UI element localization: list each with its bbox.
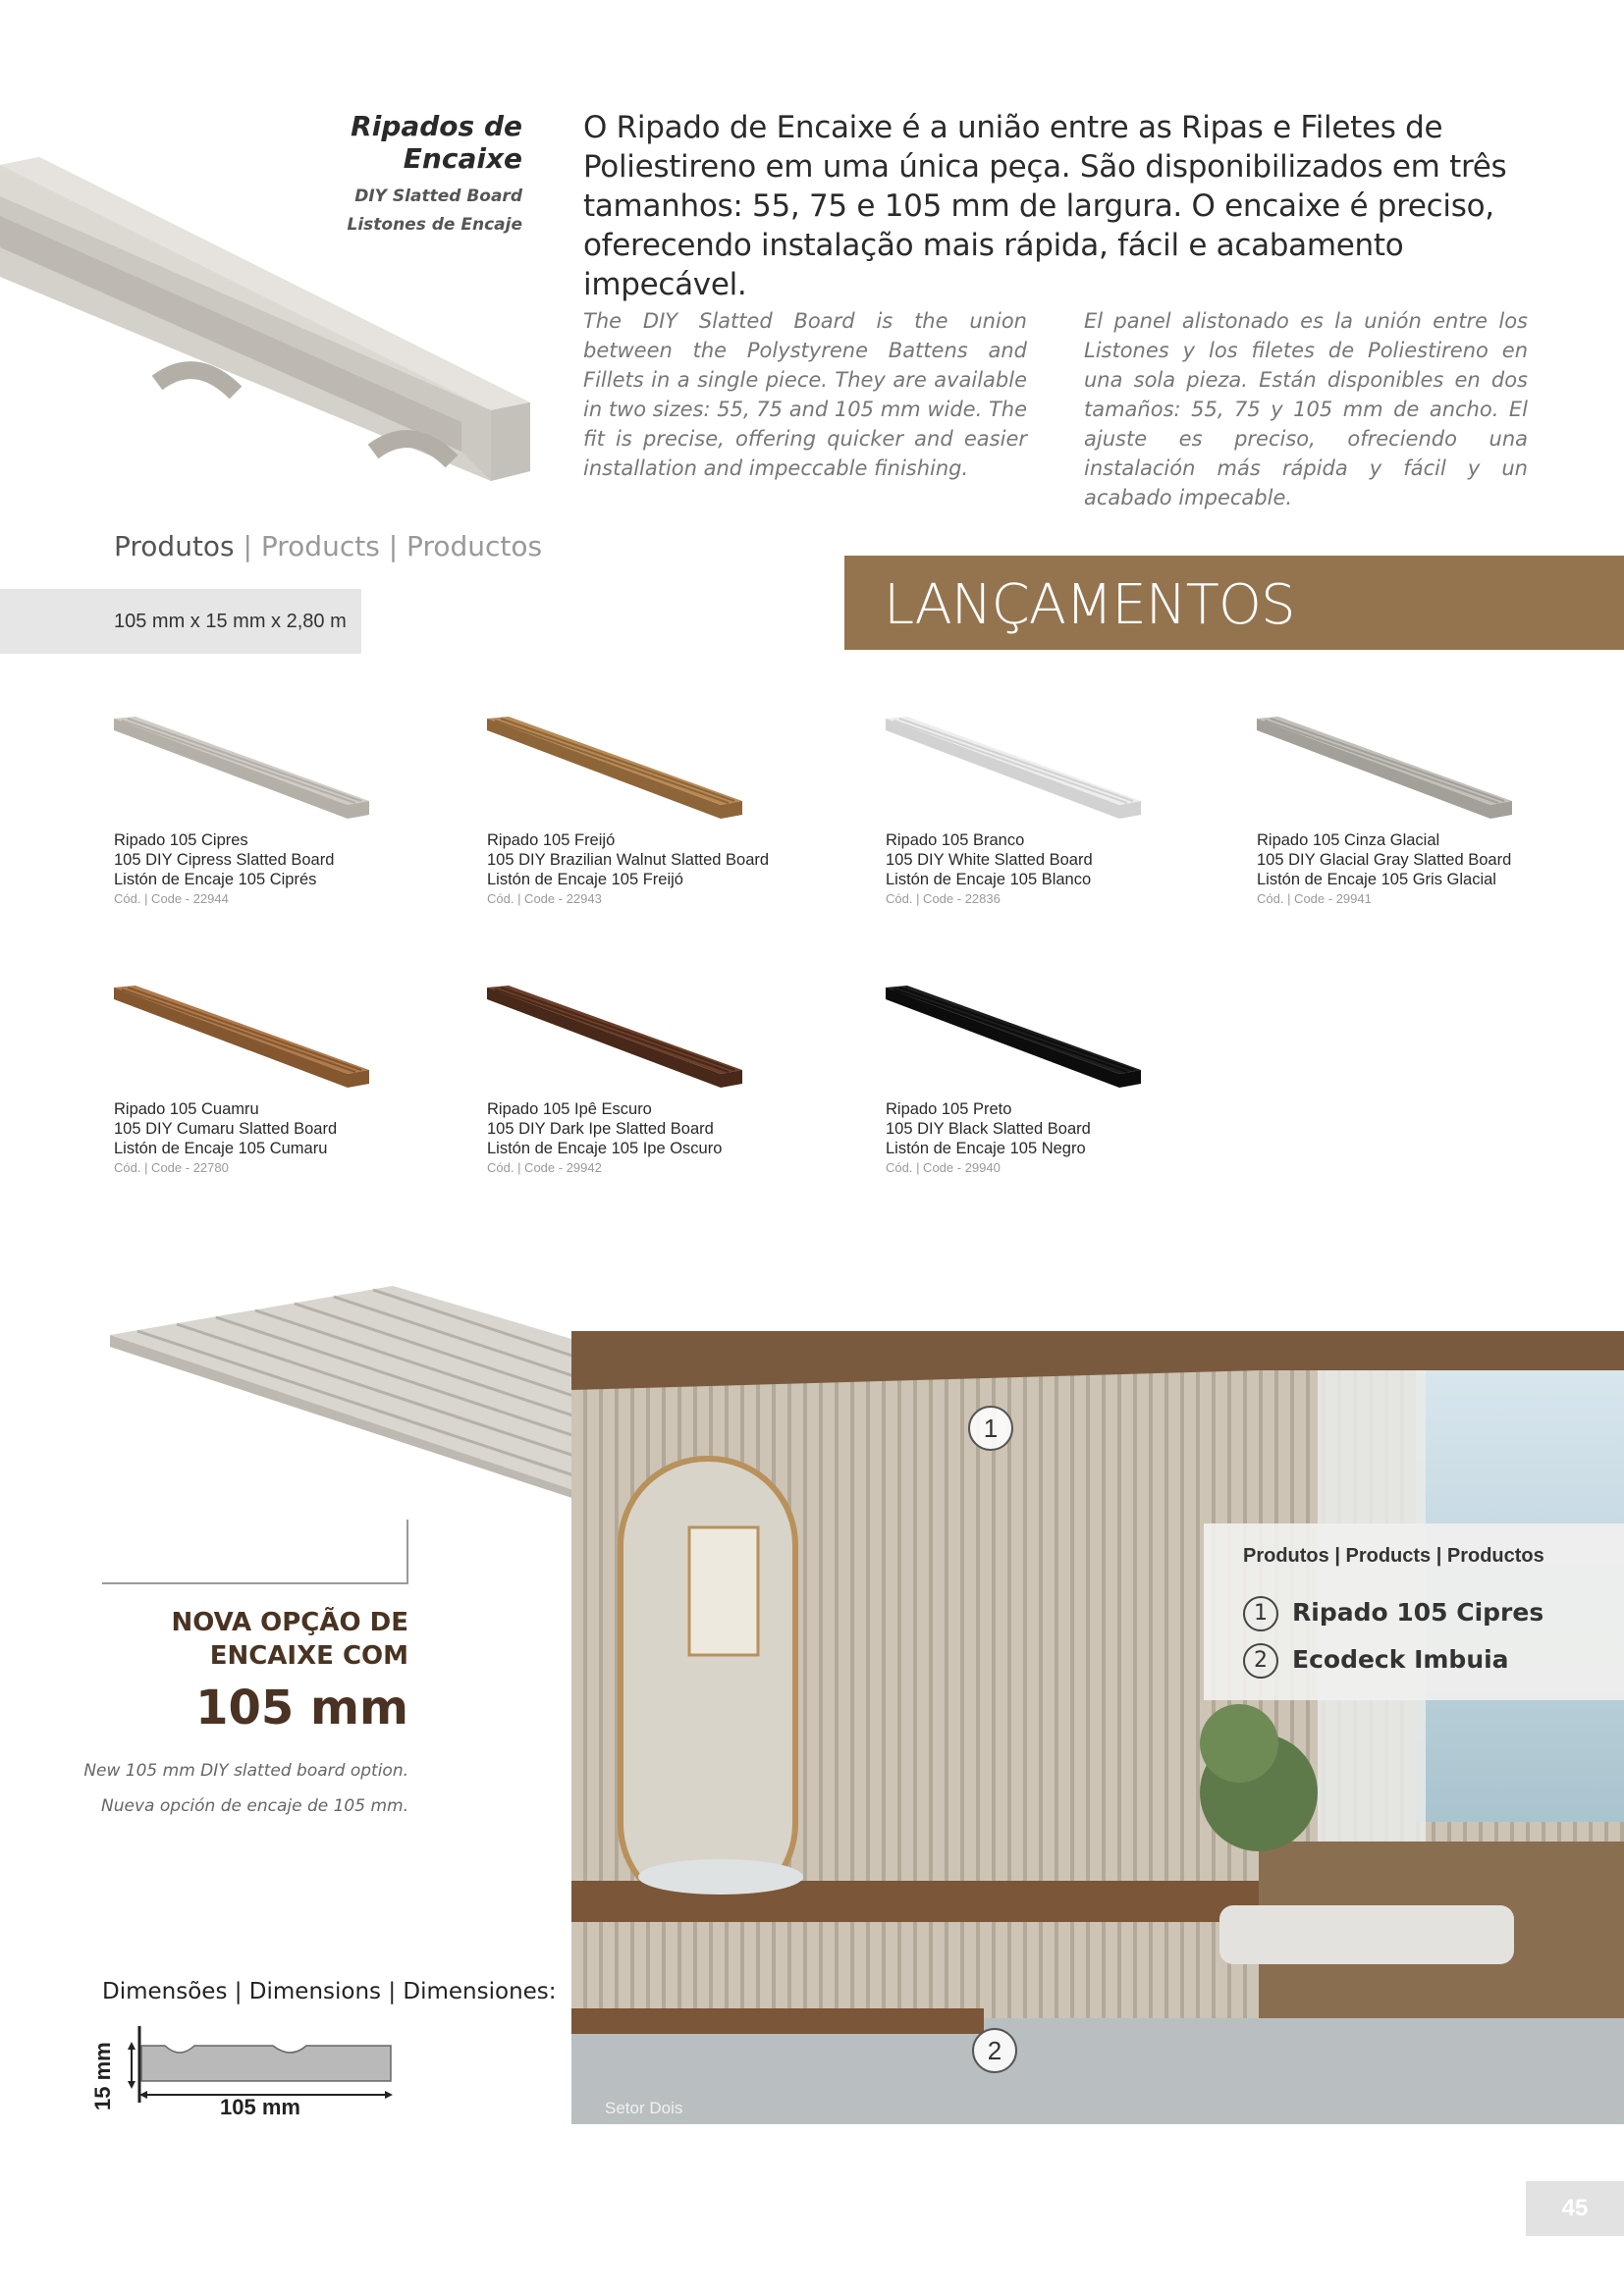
promo-subtitle-es: Nueva opción de encaje de 105 mm. (101, 1796, 408, 1816)
products-heading-en: Products (260, 530, 380, 562)
product-code: Cód. | Code - 22836 (886, 891, 1001, 906)
board-thumbnail (886, 717, 1141, 823)
product-card (886, 986, 1170, 1175)
product-name-en: 105 DIY Glacial Gray Slatted Board (1257, 851, 1512, 869)
board-thumbnail (114, 986, 369, 1092)
product-card (886, 717, 1170, 906)
product-name-pt: Ripado 105 Cinza Glacial (1257, 831, 1440, 849)
product-code: Cód. | Code - 29941 (1257, 891, 1372, 906)
legend-number: 1 (1243, 1596, 1278, 1631)
promo-subtitle-en: New 105 mm DIY slatted board option. (83, 1761, 408, 1781)
page-number: 45 (1526, 2181, 1624, 2236)
products-heading (114, 530, 542, 562)
photo-credit: Setor Dois (605, 2099, 683, 2117)
bathroom-photo (571, 1331, 1624, 2124)
size-box (0, 589, 361, 654)
product-name-pt: Ripado 105 Ipê Escuro (487, 1100, 652, 1118)
product-code: Cód. | Code - 29942 (487, 1160, 602, 1175)
board-thumbnail (1257, 717, 1512, 823)
subtitle-es: Listones de Encaje (347, 215, 522, 235)
board-thumbnail (487, 717, 742, 823)
callout-line (406, 1520, 408, 1584)
page-title: Ripados de Encaixe (351, 110, 522, 175)
launch-banner (844, 556, 1624, 650)
launch-label: LANÇAMENTOS (884, 573, 1295, 637)
subtitle-en: DIY Slatted Board (354, 187, 522, 206)
product-name-es: Listón de Encaje 105 Blanco (886, 871, 1092, 888)
board-thumbnail (487, 986, 742, 1092)
legend-label: Ecodeck Imbuia (1292, 1645, 1509, 1674)
product-name-es: Listón de Encaje 105 Negro (886, 1140, 1086, 1157)
product-name-en: 105 DIY Cumaru Slatted Board (114, 1120, 338, 1138)
product-name-pt: Ripado 105 Preto (886, 1100, 1012, 1118)
board-thumbnail (886, 986, 1141, 1092)
product-name-es: Listón de Encaje 105 Ipe Oscuro (487, 1140, 723, 1157)
product-code: Cód. | Code - 22943 (487, 891, 602, 906)
legend-label: Ripado 105 Cipres (1292, 1598, 1544, 1627)
intro-paragraph: O Ripado de Encaixe é a união entre as Ripas e Filetes de Poliestireno em uma única peça. São disponibilizados em três tamanhos: 55, 75 e 105 mm de largura. O encaixe é preciso, oferecendo instalação mais rápida, fácil e acabamento impecável. (583, 110, 1507, 302)
product-card (487, 986, 772, 1175)
product-name-en: 105 DIY Dark Ipe Slatted Board (487, 1120, 714, 1138)
photo-marker-2: 2 (972, 2028, 1017, 2073)
product-card (1257, 717, 1542, 906)
callout-line (102, 1582, 408, 1584)
product-name-es: Listón de Encaje 105 Ciprés (114, 871, 317, 888)
product-card (114, 986, 399, 1175)
description-es: El panel alistonado es la unión entre los Listones y los filetes de Poliestireno en una sola pieza. Están disponibles en dos tamaños: 55, 75 y 105 mm de ancho. El ajuste es preciso, ofreciendo una instalación más rápida y fácil y un acabado impecable. (1084, 309, 1528, 509)
product-name-en: 105 DIY Cipress Slatted Board (114, 851, 335, 869)
product-card (487, 717, 772, 906)
product-code: Cód. | Code - 29940 (886, 1160, 1001, 1175)
description-en: The DIY Slatted Board is the union between the Polystyrene Battens and Fillets in a single piece. They are available in two sizes: 55, 75 and 105 mm wide. The fit is precise, offering quicker and easier installation and impeccable finishing. (583, 309, 1027, 480)
promo-title-line1: NOVA OPÇÃO DE (171, 1608, 408, 1637)
product-name-es: Listón de Encaje 105 Cumaru (114, 1140, 328, 1157)
product-name-pt: Ripado 105 Cipres (114, 831, 248, 849)
bathroom-scene (571, 1331, 1624, 2124)
product-name-en: 105 DIY White Slatted Board (886, 851, 1093, 869)
product-name-pt: Ripado 105 Freijó (487, 831, 616, 849)
product-name-en: 105 DIY Brazilian Walnut Slatted Board (487, 851, 770, 869)
dimensions-heading: Dimensões | Dimensions | Dimensiones: (102, 1979, 557, 2004)
photo-marker-1: 1 (968, 1406, 1013, 1451)
product-card (114, 717, 399, 906)
legend-item (1243, 1596, 1543, 1631)
dimension-height: 15 mm (90, 2042, 115, 2110)
product-name-es: Listón de Encaje 105 Gris Glacial (1257, 871, 1496, 888)
products-heading-pt: Produtos (114, 530, 235, 562)
promo-title-line2: ENCAIXE COM (209, 1641, 408, 1671)
heading-separator: | (388, 530, 399, 562)
legend-number: 2 (1243, 1643, 1278, 1679)
legend-title: Produtos | Products | Productos (1243, 1545, 1544, 1567)
promo-title (98, 1606, 408, 1673)
product-code: Cód. | Code - 22944 (114, 891, 229, 906)
legend-item (1243, 1643, 1509, 1679)
board-thumbnail (114, 717, 369, 823)
product-name-pt: Ripado 105 Cuamru (114, 1100, 259, 1118)
product-name-es: Listón de Encaje 105 Freijó (487, 871, 683, 888)
dimension-width: 105 mm (220, 2095, 300, 2119)
promo-size: 105 mm (195, 1681, 408, 1735)
title-block (226, 110, 522, 240)
heading-separator: | (243, 530, 252, 562)
product-name-pt: Ripado 105 Branco (886, 831, 1025, 849)
product-name-en: 105 DIY Black Slatted Board (886, 1120, 1091, 1138)
product-code: Cód. | Code - 22780 (114, 1160, 229, 1175)
size-label: 105 mm x 15 mm x 2,80 m (114, 611, 347, 632)
products-legend (1204, 1523, 1624, 1700)
products-heading-es: Productos (406, 530, 543, 562)
